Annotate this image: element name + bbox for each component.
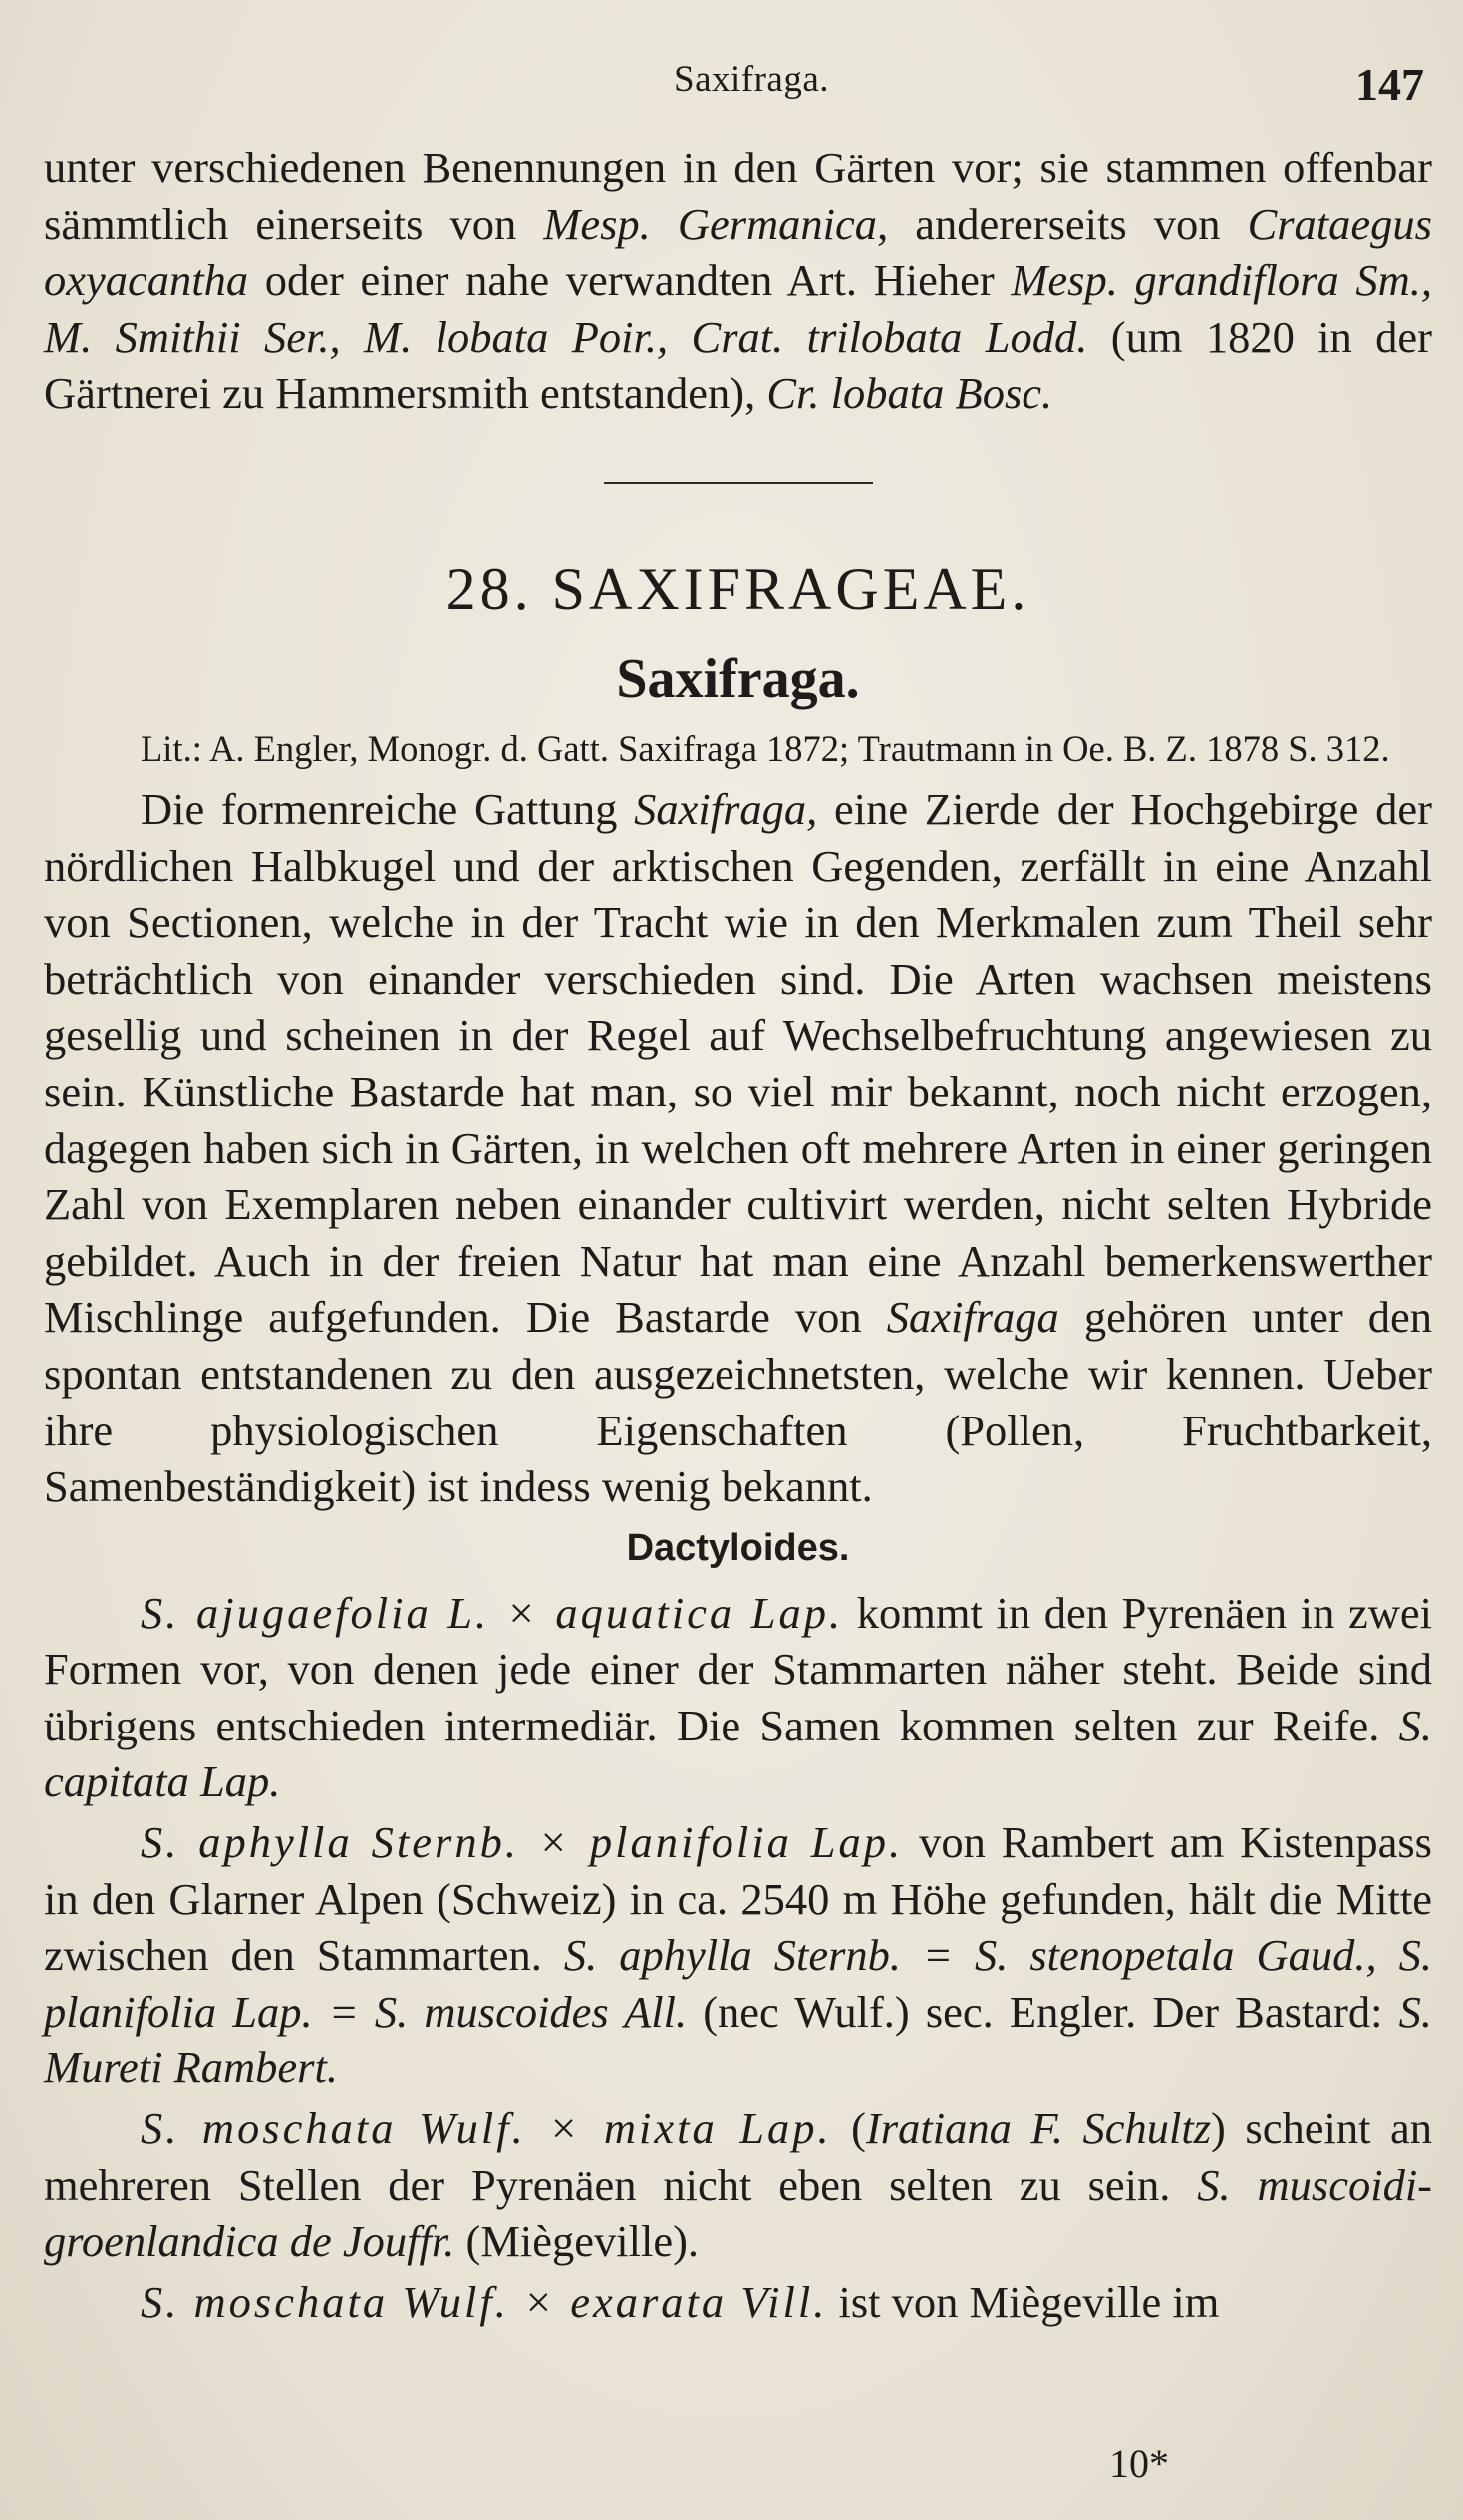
hybrid-name: S. moschata Wulf. × mixta Lap. <box>141 2103 832 2154</box>
hybrid-entry: S. moschata Wulf. × exarata Vill. ist von Miègeville im <box>141 2276 1220 2327</box>
genus-heading: Saxifraga. <box>616 647 860 710</box>
section-heading: 28. SAXIFRAGEAE. <box>445 555 1030 622</box>
hybrid-entry: S. aphylla Sternb. × planifolia Lap. von Rambert am Kistenpass in den Glarner Alpen (Schweiz) in ca. 2540 m Höhe gefunden, hält die Mitte zwischen den Stammarten. S. aphylla Sternb. = S. stenopetala Gaud., S. planifolia Lap. = S. muscoides All. (nec Wulf.) sec. Engler. Der Bastard: S. Mureti Rambert. <box>44 1817 1432 2093</box>
hybrid-entry: S. ajugaefolia L. × aquatica Lap. kommt in den Pyrenäen in zwei Formen vor, von denen jede einer der Stammarten näher steht. Beide sind übrigens entschieden intermediär. Die Samen kommen selten zur Reife. S. capitata Lap. <box>44 1587 1432 1807</box>
running-head <box>0 50 1463 110</box>
hybrid-name: S. aphylla Sternb. × planifolia Lap. <box>141 1817 904 1868</box>
page-content <box>44 140 1432 2330</box>
hybrid-entry: S. moschata Wulf. × mixta Lap. (Iratiana F. Schultz) scheint an mehreren Stellen der Pyrenäen nicht eben selten zu sein. S. muscoidi-groenlandica de Jouffr. (Miègeville). <box>44 2103 1432 2267</box>
literature-reference: Lit.: A. Engler, Monogr. d. Gatt. Saxifraga 1872; Trautmann in Oe. B. Z. 1878 S. 312. <box>141 727 1390 769</box>
hybrid-name: S. ajugaefolia L. × aquatica Lap. <box>141 1587 844 1638</box>
page-number: 147 <box>1355 59 1424 110</box>
section-divider <box>604 482 873 484</box>
hybrid-name: S. moschata Wulf. × exarata Vill. <box>141 2276 828 2327</box>
signature-mark: 10* <box>1109 2441 1169 2486</box>
intro-paragraph: Die formenreiche Gattung Saxifraga, eine Zierde der Hochgebirge der nördlichen Halbkugel und der arktischen Gegenden, zerfällt in eine Anzahl von Sectionen, welche in der Tracht wie in den Merkmalen zum Theil sehr beträchtlich von einander verschieden sind. Die Arten wachsen meistens gesellig und scheinen in der Regel auf Wechselbefruchtung angewiesen zu sein. Künstliche Bastarde hat man, so viel mir bekannt, noch nicht erzogen, dagegen haben sich in Gärten, in welchen oft mehrere Arten in einer geringen Zahl von Exemplaren neben einander cultivirt werden, nicht selten Hybride gebildet. Auch in der freien Natur hat man eine Anzahl bemerkenswerther Mischlinge aufgefunden. Die Bastarde von Saxifraga gehören unter den spontan entstandenen zu den ausgezeichnetsten, welche wir kennen. Ueber ihre physiologischen Eigenschaften (Pollen, Fruchtbarkeit, Samenbeständigkeit) ist indess wenig bekannt. <box>44 784 1432 1512</box>
subsection-heading: Dactyloides. <box>626 1526 850 1569</box>
continuation-paragraph: unter verschiedenen Benennungen in den Gärten vor; sie stammen offenbar sämmtlich einerseits von Mesp. Germanica, andererseits von Crataegus oxyacantha oder einer nahe verwandten Art. Hieher Mesp. grandiflora Sm., M. Smithii Ser., M. lobata Poir., Crat. trilobata Lodd. (um 1820 in der Gärtnerei zu Hammersmith entstanden), Cr. lobata Bosc. <box>44 143 1433 419</box>
running-title: Saxifraga. <box>674 59 830 100</box>
